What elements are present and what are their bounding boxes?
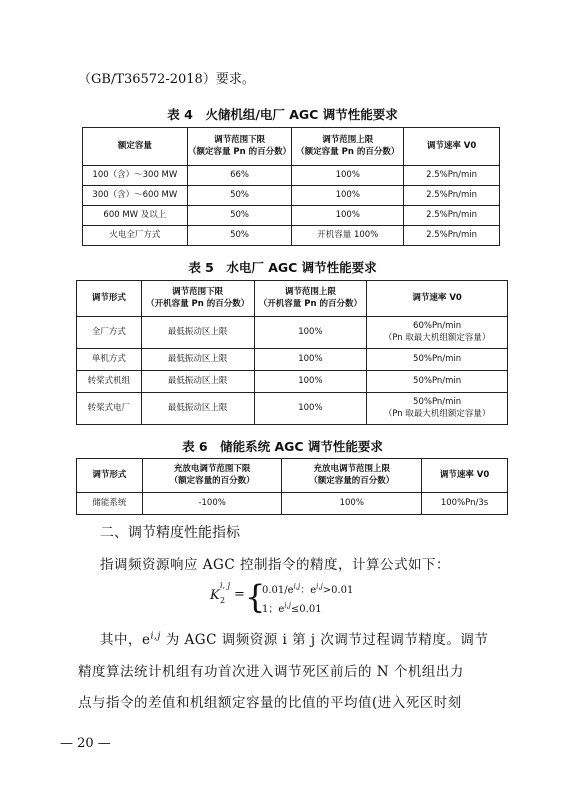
table-cell: 开机容量 100% <box>292 226 404 246</box>
table-cell: 转桨式电厂 <box>77 393 142 425</box>
table-row <box>83 166 500 186</box>
formula-lhs-sup: i, j <box>220 581 231 590</box>
table-cell: 50% <box>187 206 292 226</box>
table5-caption: 表 5 水电厂 AGC 调节性能要求 <box>188 260 377 275</box>
table-row <box>77 349 508 371</box>
table6 <box>76 458 508 515</box>
table-cell: 2.5%Pn/min <box>404 226 500 246</box>
table-row <box>77 393 508 425</box>
table-cell: 转桨式机组 <box>77 371 142 393</box>
table-cell: 50% <box>187 226 292 246</box>
table-cell: 50%Pn/min （Pn 取最大机组额定容量） <box>367 393 508 425</box>
table-cell: 100% <box>254 317 367 349</box>
table6-header-mode: 调节形式 <box>77 459 143 493</box>
formula-case1: $0.01/e^{i,j}$：$e^{i,j}>0.01$ <box>262 582 354 596</box>
table-cell: 300（含）～600 MW <box>83 186 188 206</box>
table6-header-rate: 调节速率 V0 <box>422 459 508 493</box>
table-cell: 单机方式 <box>77 349 142 371</box>
table5 <box>76 280 508 425</box>
paragraph: 其中，$e^{i,j}$ 为 AGC 调频资源 i 第 j 次调节过程调节精度。调节 <box>100 630 489 648</box>
table-cell: 600 MW 及以上 <box>83 206 188 226</box>
table-cell: 最低振动区上限 <box>141 317 254 349</box>
table-cell: 最低振动区上限 <box>141 393 254 425</box>
formula-case2: 1；$e^{i,j}\le 0.01$ <box>262 601 322 615</box>
table-row <box>77 317 508 349</box>
paragraph: 点与指令的差值和机组额定容量的比值的平均值(进入死区时刻 <box>78 695 462 711</box>
table4-header-rate: 调节速率 V0 <box>404 128 500 166</box>
table-cell: 2.5%Pn/min <box>404 186 500 206</box>
table-cell: 最低振动区上限 <box>141 349 254 371</box>
table-row <box>77 493 508 515</box>
table5-header-lower: 调节范围下限 （开机容量 Pn 的百分数） <box>141 281 254 317</box>
table-row <box>77 371 508 393</box>
table-cell: 100%Pn/3s <box>422 493 508 515</box>
table-cell: 50%Pn/min <box>367 371 508 393</box>
table5-header-rate: 调节速率 V0 <box>367 281 508 317</box>
table-cell: 100（含）～300 MW <box>83 166 188 186</box>
table6-header-lower: 充放电调节范围下限 （额定容量的百分数） <box>142 459 282 493</box>
table6-caption: 表 6 储能系统 AGC 调节性能要求 <box>182 439 383 454</box>
table5-header-mode: 调节形式 <box>77 281 142 317</box>
table4-header-capacity: 额定容量 <box>83 128 188 166</box>
formula-lhs-sub: 2 <box>220 596 226 605</box>
page-number: — 20 — <box>60 736 111 751</box>
table-cell: 2.5%Pn/min <box>404 166 500 186</box>
table-cell: 最低振动区上限 <box>141 371 254 393</box>
formula <box>210 578 380 618</box>
table-cell: -100% <box>142 493 282 515</box>
table4 <box>82 127 500 246</box>
table-cell: 100% <box>292 166 404 186</box>
formula-eq: = <box>234 587 245 602</box>
table4-header-upper: 调节范围上限 （额定容量 Pn 的百分数） <box>292 128 404 166</box>
table-cell: 50% <box>187 186 292 206</box>
table-row <box>83 186 500 206</box>
table-cell: 50%Pn/min <box>367 349 508 371</box>
table-cell: 100% <box>254 349 367 371</box>
table-cell: 全厂方式 <box>77 317 142 349</box>
table-cell: 100% <box>292 206 404 226</box>
paragraph: 指调频资源响应 AGC 控制指令的精度，计算公式如下： <box>100 557 450 573</box>
table4-header-lower: 调节范围下限 （额定容量 Pn 的百分数） <box>187 128 292 166</box>
table-cell: 66% <box>187 166 292 186</box>
table-cell: 100% <box>254 393 367 425</box>
paragraph: 精度算法统计机组有功首次进入调节死区前后的 N 个机组出力 <box>78 664 464 680</box>
intro-line: （GB/T36572-2018）要求。 <box>78 72 255 87</box>
table-cell: 60%Pn/min （Pn 取最大机组额定容量） <box>367 317 508 349</box>
table5-header-upper: 调节范围上限 （开机容量 Pn 的百分数） <box>254 281 367 317</box>
table-cell: 100% <box>292 186 404 206</box>
table-cell: 火电全厂方式 <box>83 226 188 246</box>
table-cell: 100% <box>282 493 422 515</box>
section-title: 二、调节精度性能指标 <box>100 525 240 541</box>
formula-brace: { <box>245 578 266 616</box>
table-cell: 储能系统 <box>77 493 143 515</box>
table6-header-upper: 充放电调节范围上限 （额定容量的百分数） <box>282 459 422 493</box>
table-row <box>83 226 500 246</box>
table-cell: 2.5%Pn/min <box>404 206 500 226</box>
formula-lhs: K <box>210 588 220 603</box>
table4-caption: 表 4 火储机组/电厂 AGC 调节性能要求 <box>167 107 398 122</box>
table-row <box>83 206 500 226</box>
table-cell: 100% <box>254 371 367 393</box>
